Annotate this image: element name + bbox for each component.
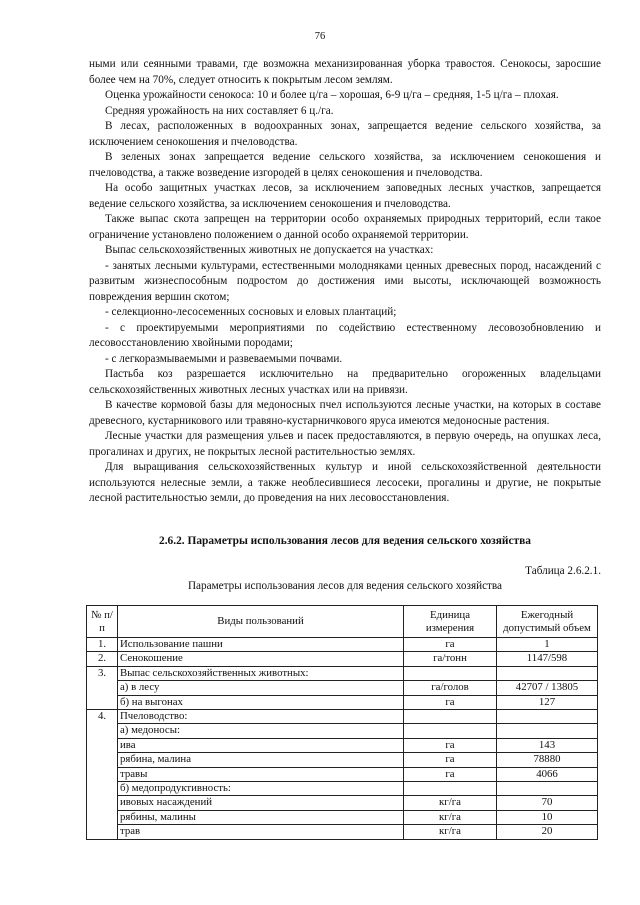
header-volume: Ежегодный допустимый объем: [497, 606, 598, 638]
cell-name: б) на выгонах: [118, 695, 404, 709]
table-number: Таблица 2.6.2.1.: [525, 565, 601, 577]
cell-num: 3.: [87, 666, 118, 709]
body-text: [89, 57, 601, 507]
table-caption: Параметры использования лесов для ведения сельского хозяйства: [187, 580, 503, 592]
cell-value: 10: [497, 810, 598, 824]
table-row: [87, 738, 598, 752]
paragraph: - с проектируемыми мероприятиями по содействию естественному лесовозобновлению и лесовосстановлению хвойными породами;: [89, 321, 601, 349]
paragraph: На особо защитных участках лесов, за исключением заповедных лесных участков, запрещается ведение сельского хозяйства, за исключением сенокошения и пчеловодства.: [89, 182, 601, 210]
cell-value: 78880: [497, 753, 598, 767]
paragraph: Также выпас скота запрещен на территории особо охраняемых природных территорий, если такое ограничение установлено положением о данной особо охраняемой территории.: [89, 213, 601, 241]
parameters-table: [86, 605, 598, 840]
cell-name: рябины, малины: [118, 810, 404, 824]
cell-value: 143: [497, 738, 598, 752]
paragraph: Для выращивания сельскохозяйственных культур и иной сельскохозяйственной деятельности используются нелесные земли, а также необлесившиеся лесосеки, прогалины и другие, не покрытые лесной растительностью земли, до проведения на них лесовосстановления.: [89, 461, 601, 504]
section-heading: 2.6.2. Параметры использования лесов для ведения сельского хозяйства: [159, 535, 531, 547]
cell-unit: га: [404, 638, 497, 652]
table-row: [87, 810, 598, 824]
cell-value: 20: [497, 825, 598, 839]
cell-name: Использование пашни: [118, 638, 404, 652]
cell-name: трав: [118, 825, 404, 839]
paragraph: - с легкоразмываемыми и развеваемыми почвами.: [105, 352, 343, 365]
cell-name: Сенокошение: [118, 652, 404, 666]
table-row: [87, 638, 598, 652]
table-row: [87, 825, 598, 839]
cell-name: Пчеловодство:: [118, 710, 404, 724]
paragraph: В зеленых зонах запрещается ведение сельского хозяйства, за исключением сенокошения и пчеловодства, а также возведение изгородей в целях сенокошения и пчеловодства.: [89, 151, 601, 179]
cell-value: [497, 710, 598, 724]
table-row: [87, 681, 598, 695]
table-row: [87, 767, 598, 781]
cell-name: а) медоносы:: [118, 724, 404, 738]
cell-value: 4066: [497, 767, 598, 781]
cell-unit: га/голов: [404, 681, 497, 695]
cell-unit: га: [404, 695, 497, 709]
cell-unit: [404, 666, 497, 680]
cell-name: ива: [118, 738, 404, 752]
cell-num: 1.: [87, 638, 118, 652]
cell-name: а) в лесу: [118, 681, 404, 695]
table-row: [87, 695, 598, 709]
table-row: [87, 666, 598, 680]
cell-name: Выпас сельскохозяйственных животных:: [118, 666, 404, 680]
paragraph: В лесах, расположенных в водоохранных зонах, запрещается ведение сельского хозяйства, за исключением сенокошения и пчеловодства.: [89, 120, 601, 148]
table-row: [87, 753, 598, 767]
cell-unit: кг/га: [404, 810, 497, 824]
table-row: [87, 710, 598, 724]
cell-name: ивовых насаждений: [118, 796, 404, 810]
header-num: № п/п: [87, 606, 118, 638]
cell-value: 70: [497, 796, 598, 810]
paragraph: Оценка урожайности сенокоса: 10 и более ц/га – хорошая, 6-9 ц/га – средняя, 1-5 ц/га – плохая.: [105, 89, 559, 101]
paragraph: - занятых лесными культурами, естественными молодняками ценных древесных пород, насаждений с развитым жизнеспособным подростом до достижения ими высоты, исключающей возможность повреждения вершин скотом;: [89, 259, 601, 303]
cell-value: [497, 782, 598, 796]
cell-value: [497, 666, 598, 680]
paragraph: Средняя урожайность на них составляет 6 ц./га.: [105, 104, 334, 117]
table-body: [87, 638, 598, 840]
paragraph: - селекционно-лесосеменных сосновых и еловых плантаций;: [105, 306, 397, 318]
cell-unit: [404, 724, 497, 738]
cell-name: травы: [118, 767, 404, 781]
table-row: [87, 796, 598, 810]
cell-unit: [404, 782, 497, 796]
cell-value: 1147/598: [497, 652, 598, 666]
paragraph: В качестве кормовой базы для медоносных пчел используются лесные участки, на которых в составе древесного, кустарникового или травяно-кустарничкового яруса имеются медоносные растения.: [89, 399, 601, 427]
table-row: [87, 652, 598, 666]
header-type: Виды пользований: [118, 606, 404, 638]
cell-value: [497, 724, 598, 738]
cell-num: 2.: [87, 652, 118, 666]
page-number: 76: [314, 31, 326, 42]
header-unit: Единица измерения: [404, 606, 497, 638]
cell-unit: га: [404, 767, 497, 781]
table-row: [87, 782, 598, 796]
cell-unit: га/тонн: [404, 652, 497, 666]
paragraph: Выпас сельскохозяйственных животных не допускается на участках:: [105, 244, 434, 256]
cell-unit: кг/га: [404, 825, 497, 839]
paragraph: ными или сеянными травами, где возможна механизированная уборка травостоя. Сенокосы, заросшие более чем на 70%, следует относить к покрытым лесом землям.: [89, 58, 601, 86]
cell-value: 42707 / 13805: [497, 681, 598, 695]
table-row: [87, 724, 598, 738]
cell-name: б) медопродуктивность:: [118, 782, 404, 796]
cell-name: рябина, малина: [118, 753, 404, 767]
table-header-row: [87, 606, 598, 638]
paragraph: Лесные участки для размещения ульев и пасек предоставляются, в первую очередь, на опушках леса, прогалинах и других, не покрытых лесной растительностью землях.: [89, 430, 601, 458]
cell-unit: кг/га: [404, 796, 497, 810]
cell-unit: га: [404, 753, 497, 767]
paragraph: Пастьба коз разрешается исключительно на предварительно огороженных владельцами сельскохозяйственных животных лесных участках или на привязи.: [89, 368, 601, 396]
cell-value: 127: [497, 695, 598, 709]
cell-num: 4.: [87, 710, 118, 840]
cell-value: 1: [497, 638, 598, 652]
cell-unit: [404, 710, 497, 724]
cell-unit: га: [404, 738, 497, 752]
